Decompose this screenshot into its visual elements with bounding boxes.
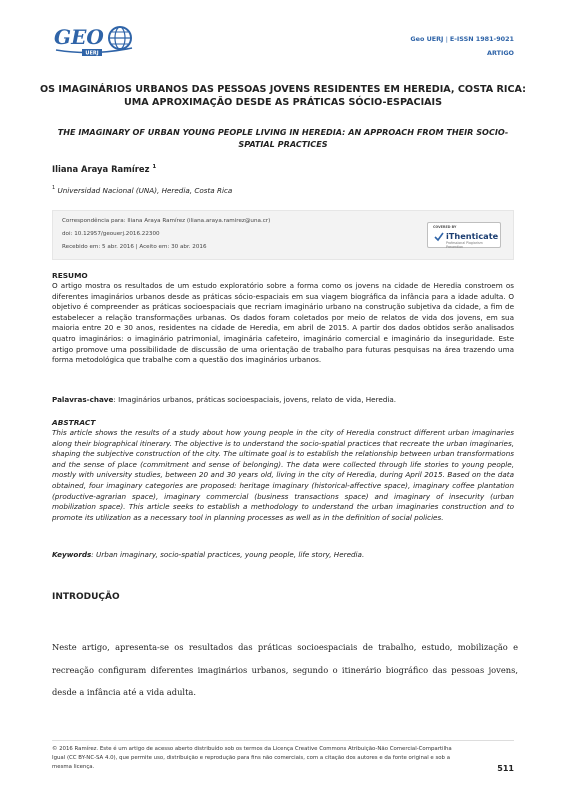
- received-accepted-dates: Recebido em: 5 abr. 2016 | Aceito em: 30 abr. 2016: [62, 244, 207, 250]
- article-info-box: [52, 210, 514, 260]
- journal-issn: E-ISSN 1981-9021: [449, 35, 514, 43]
- doi-link[interactable]: doi: 10.12957/geouerj.2016.22300: [62, 231, 160, 237]
- keywords: Keywords: Urban imaginary, socio-spatial practices, young people, life story, Heredia.: [52, 550, 365, 559]
- resumo-heading: RESUMO: [52, 271, 88, 280]
- title-portuguese: OS IMAGINÁRIOS URBANOS DAS PESSOAS JOVENS RESIDENTES EM HEREDIA, COSTA RICA: UMA APROXIMAÇÃO DESDE AS PRÁTICAS SÓCIO-ESPACIAIS: [40, 84, 526, 108]
- license-notice: © 2016 Ramírez. Este é um artigo de acesso aberto distribuído sob os termos da Licença Creative Commons Atribuição-Não Comercial-Compartilha Igual (CC BY-NC-SA 4.0), que permite uso, distribuição e reprodução para fins não comerciais, com a citação dos autores e da fonte original e sob a mesma licença.: [52, 746, 452, 770]
- page-number: 511: [497, 764, 514, 773]
- journal-name: Geo UERJ: [410, 35, 444, 43]
- author-affiliation-marker: 1: [152, 164, 157, 170]
- introduction-paragraph: Neste artigo, apresenta-se os resultados das práticas socioespaciais de trabalho, estudo, mobilização e recreação configuram diferentes imaginários urbanos, segundo o itinerário biográfico das pessoas jovens, desde a infância até a vida adulta.: [52, 642, 518, 697]
- page-header: [0, 0, 566, 80]
- globe-logo-icon: [52, 24, 136, 58]
- svg-text:UERJ: UERJ: [85, 50, 99, 57]
- ithenticate-badge[interactable]: COVERED BY iThenticate Professional Plagiarism Prevention: [427, 222, 501, 248]
- geo-uerj-logo: [52, 24, 136, 58]
- resumo-text: O artigo mostra os resultados de um estudo exploratório sobre a forma como os jovens na cidade de Heredia constroem os diferentes imaginários urbanos desde as práticas sócio-espaciais em sua viagem biográfica da infância para a idade adulta. O objetivo é compreender as práticas socioespaciais que recriam imaginário urbano na construção subjetiva da cidade, a fim de estabelecer a relação transformações urbanas. Os dados foram coletados por meio de relatos de vida dos jovens, em sua maioria entre 20 e 30 anos, residentes na cidade de Heredia, em abril de 2015. A partir dos dados obtidos serão analisados quatro imaginários: o imaginário patrimonial, imaginária cafeteiro, imaginário comercial e imaginário da inseguridade. Este artigo promove uma possibilidade de discussão de uma orientação de trabalho para futuras pesquisas na área trazendo uma forma metodológica que trabalhe com a questão dos imaginários urbanos.: [52, 281, 514, 365]
- checkmark-icon: [434, 232, 444, 242]
- introduction-heading: INTRODUÇÃO: [52, 592, 120, 602]
- correspondence: Correspondência para: Iliana Araya Ramírez (iliana.araya.ramirez@una.cr): [62, 218, 271, 224]
- svg-text:GEO: GEO: [54, 25, 104, 49]
- footer-divider: [52, 740, 514, 741]
- palavras-chave: Palavras-chave: Imaginários urbanos, práticas socioespaciais, jovens, relato de vida, Heredia.: [52, 395, 397, 404]
- abstract-text: This article shows the results of a study about how young people in the city of Heredia construct different urban imaginaries along their biographical itinerary. The objective is to understand the socio-spatial practices that recreate the urban imaginaries, shaping the subjective construction of the city. The ultimate goal is to establish the relationship between urban transformations and the sense of place (commitment and sense of belonging). The data were collected through life stories to young people, mostly with university studies, between 20 and 30 years old, living in the city of Heredia, during April 2015. Based on the data obtained, four imaginary categories are proposed: heritage imaginary (historical-affective space), imaginary coffee plantation (productive-agrarian space), imaginary commercial (business transactions space) and imaginary of insecurity (urban mobilization space). This article seeks to establish a methodology to understand the urban imaginaries construction and to promote its utilization as a necessary tool in planning processes as well as in the definition of social policies.: [52, 428, 514, 522]
- abstract-heading: ABSTRACT: [52, 418, 96, 427]
- title-english: THE IMAGINARY OF URBAN YOUNG PEOPLE LIVING IN HEREDIA: AN APPROACH FROM THEIR SOCIO-SPATIAL PRACTICES: [57, 127, 509, 149]
- article-type: ARTIGO: [487, 49, 514, 57]
- journal-info: Geo UERJ | E-ISSN 1981-9021 ARTIGO: [410, 32, 514, 60]
- author-name: Iliana Araya Ramírez $^1$: [52, 164, 157, 174]
- affiliation: $^1$ Universidad Nacional (UNA), Heredia, Costa Rica: [52, 185, 233, 195]
